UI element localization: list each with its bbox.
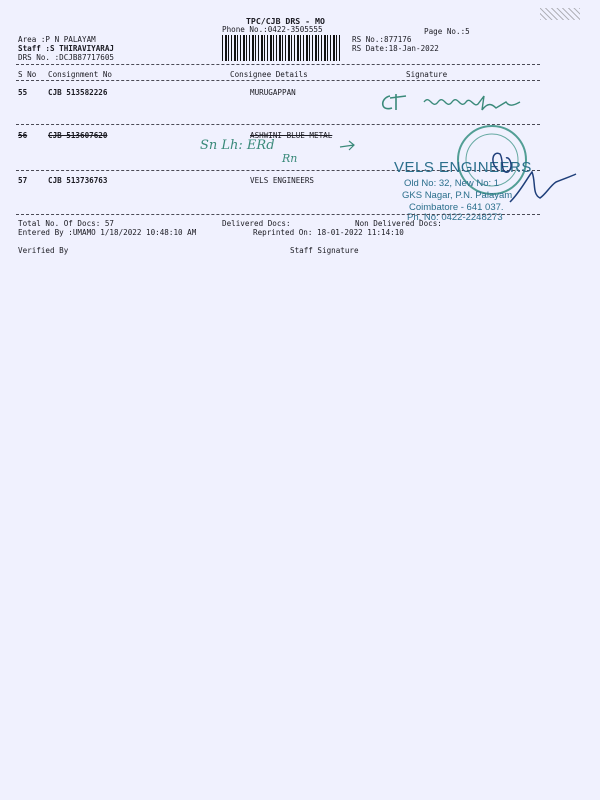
divider	[16, 64, 540, 65]
total-docs: Total No. Of Docs: 57	[18, 219, 115, 228]
row-sno: 55	[18, 88, 28, 97]
delivered-docs: Delivered Docs:	[222, 219, 291, 228]
row-consignment: CJB 513607620	[48, 131, 108, 140]
rs-date: RS Date:18-Jan-2022	[352, 44, 439, 53]
col-header-consignment: Consignment No	[48, 70, 113, 79]
staff-name: Staff :S THIRAVIYARAJ	[18, 44, 115, 53]
row-sno: 56	[18, 131, 28, 140]
verified-by: Verified By	[18, 246, 69, 255]
stamp-address-line3: Coimbatore - 641 037.	[409, 202, 504, 213]
stamp-address-line2: GKS Nagar, P.N. Palayam	[402, 190, 513, 201]
non-delivered-docs: Non Delivered Docs:	[355, 219, 442, 228]
row-consignee: VELS ENGINEERS	[250, 176, 315, 185]
handwritten-note-2: Rn	[282, 152, 298, 165]
signature-row-57	[470, 128, 580, 238]
page-number: Page No.:5	[424, 27, 470, 36]
rs-number: RS No.:877176	[352, 35, 412, 44]
staff-signature: Staff Signature	[290, 246, 359, 255]
col-header-consignee: Consignee Details	[230, 70, 308, 79]
stamp-address-line1: Old No: 32, New No: 1	[404, 178, 500, 189]
area: Area :P N PALAYAM	[18, 35, 96, 44]
stamp-company: VELS ENGINEERS	[394, 159, 532, 176]
document-title: TPC/CJB DRS - MO	[246, 16, 325, 26]
row-consignment: CJB 513582226	[48, 88, 108, 97]
drs-number: DRS No. :DCJB87717605	[18, 53, 115, 62]
stamp-phone: Ph. No: 0422-2248273	[407, 212, 503, 223]
handwritten-note: Sn Lh: ERd	[200, 138, 275, 153]
phone-number: Phone No.:0422-3505555	[222, 25, 323, 34]
col-header-signature: Signature	[406, 70, 448, 79]
barcode	[222, 35, 340, 61]
row-sno: 57	[18, 176, 28, 185]
row-consignee: MURUGAPPAN	[250, 88, 296, 97]
row-consignee: ASHWINI BLUE METAL	[250, 131, 333, 140]
col-header-sno: S No	[18, 70, 37, 79]
divider	[16, 214, 540, 215]
signature-row-55	[376, 88, 576, 116]
reprinted-on: Reprinted On: 18-01-2022 11:14:10	[253, 228, 404, 237]
row-consignment: CJB 513736763	[48, 176, 108, 185]
scan-noise	[540, 8, 580, 20]
entered-by: Entered By :UMAMO 1/18/2022 10:48:10 AM	[18, 228, 197, 237]
arrow-icon	[338, 140, 358, 152]
divider	[16, 80, 540, 81]
